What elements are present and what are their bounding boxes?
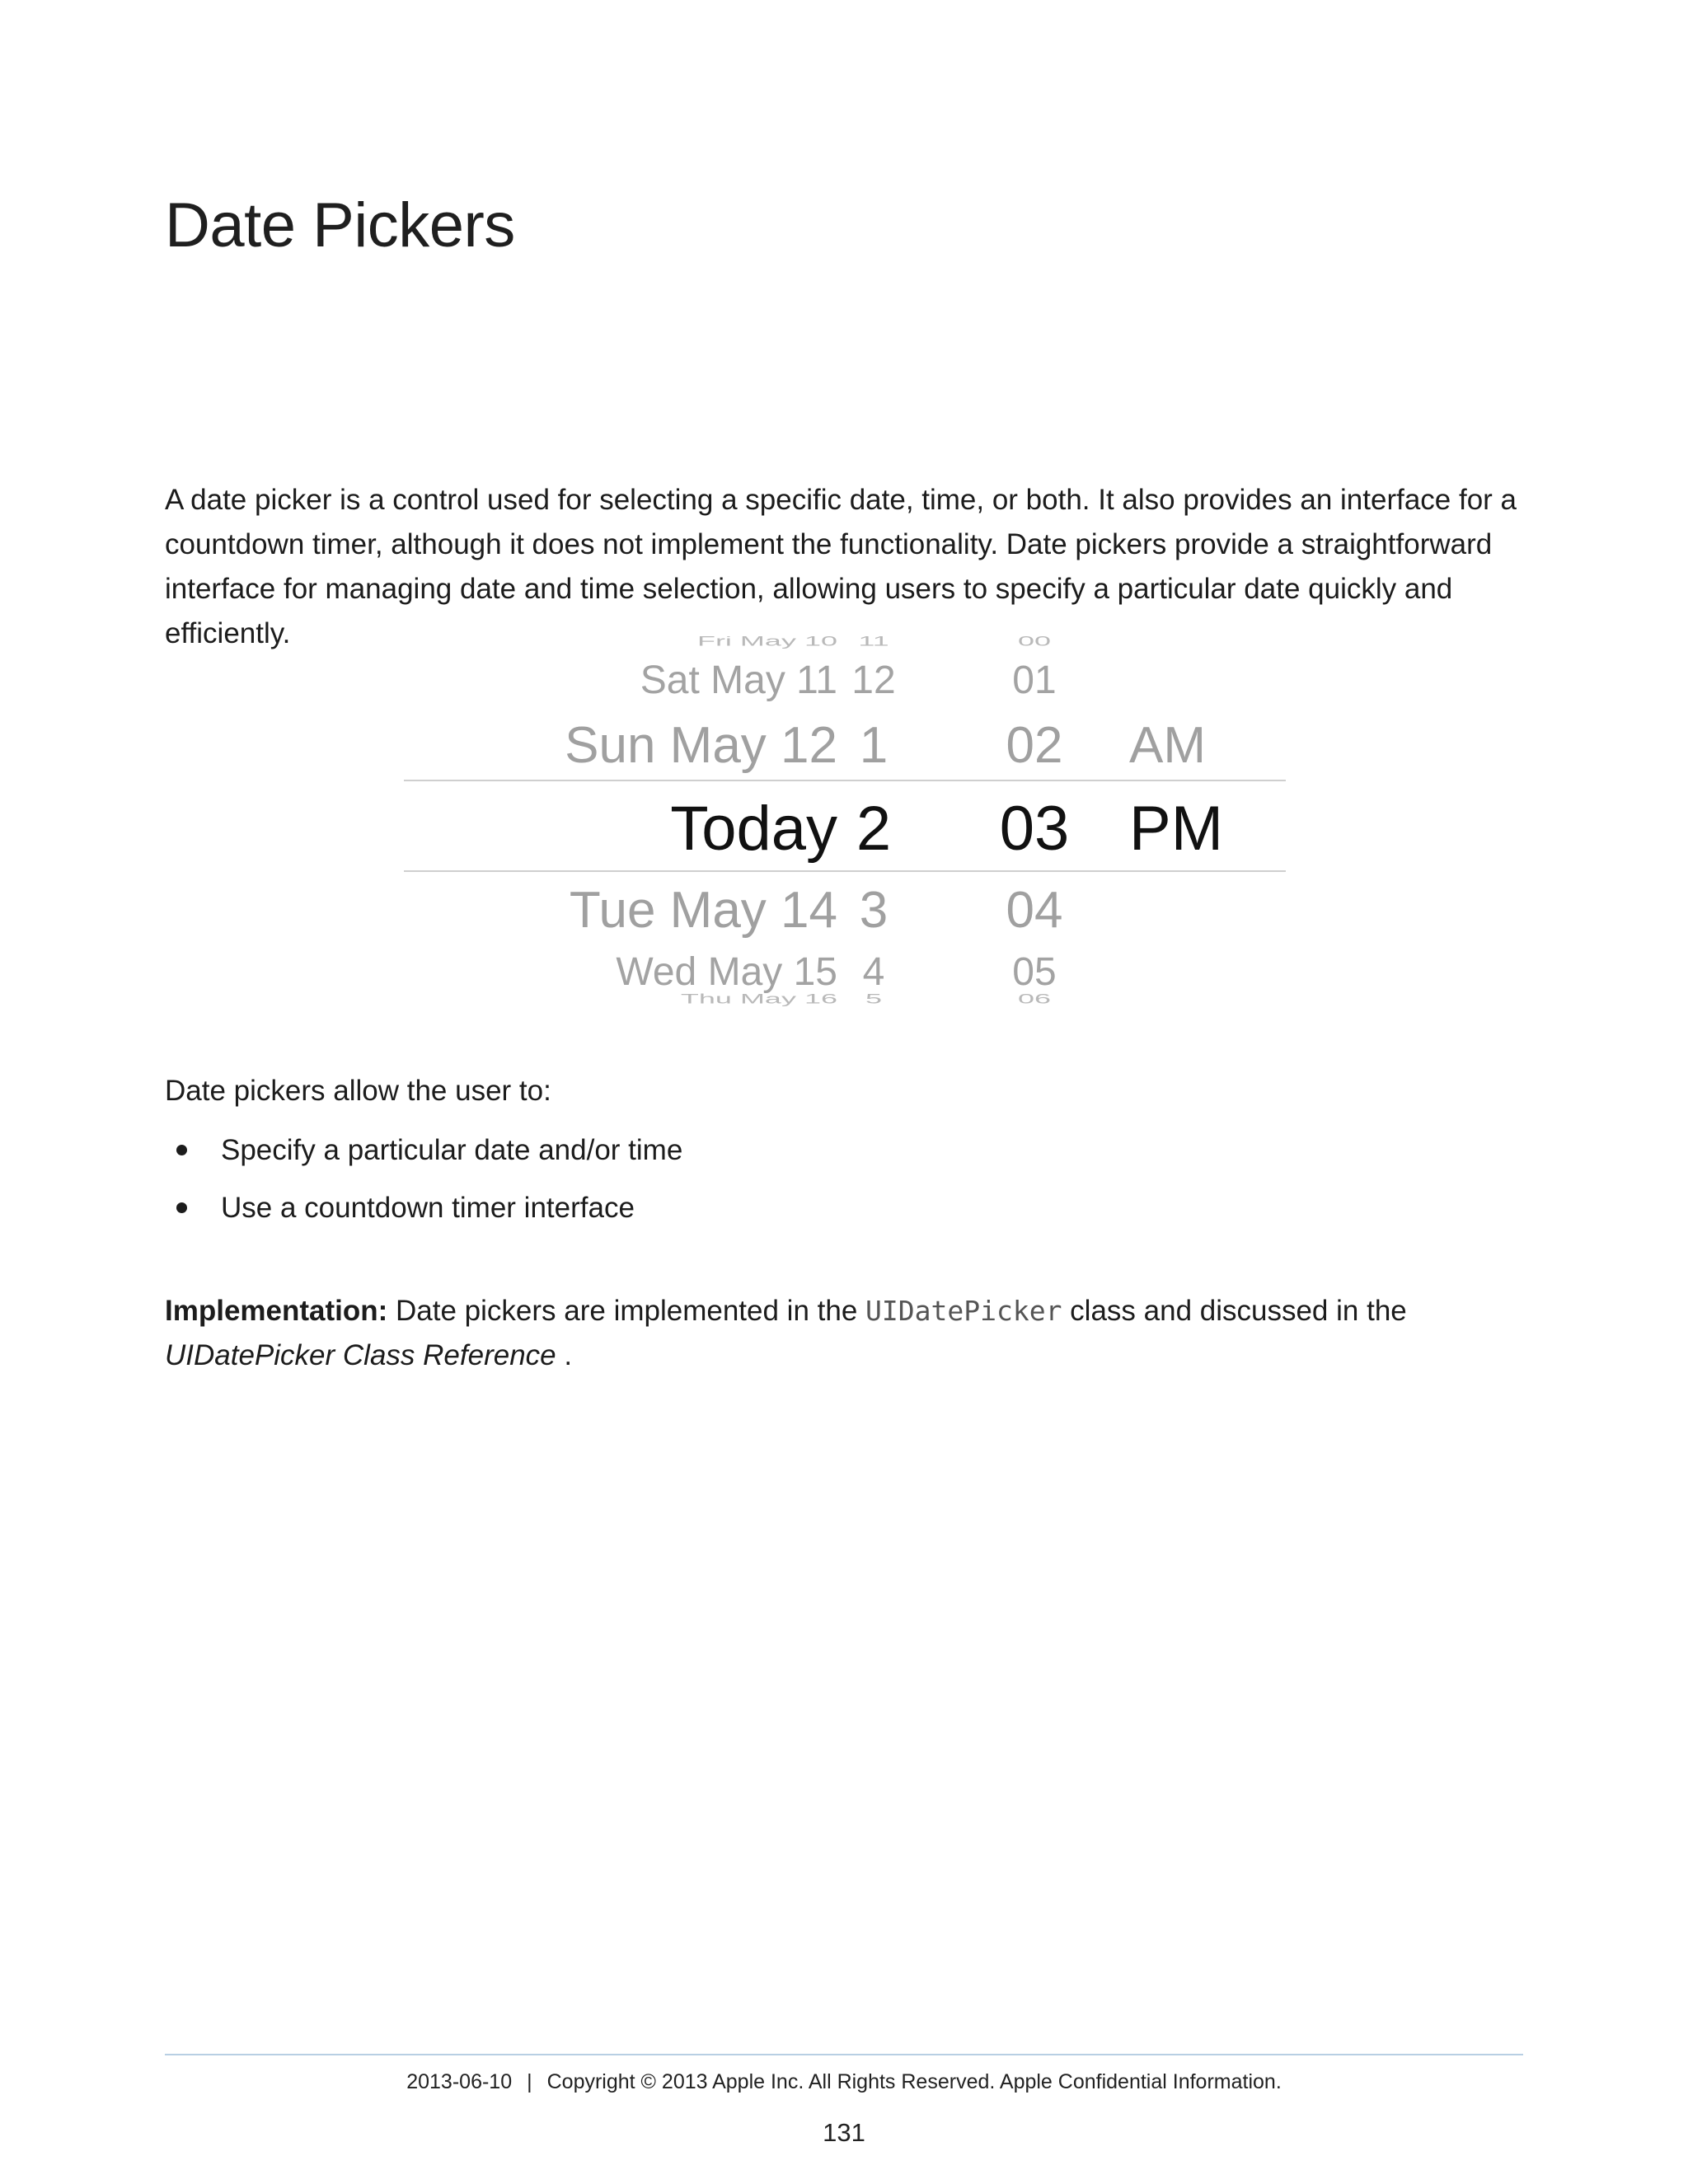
implementation-text: Date pickers are implemented in the [387,1295,866,1327]
selection-top-line [404,780,1286,781]
picker-date-cell: Sat May 11 [640,658,837,702]
picker-selected-date: Today [670,794,837,864]
class-name-code: UIDatePicker [865,1295,1062,1327]
class-reference-link[interactable]: UIDatePicker Class Reference [165,1339,556,1371]
implementation-label: Implementation: [165,1295,388,1327]
intro-paragraph: A date picker is a control used for selecting a specific date, time, or both. It also provides an interface for a countdown timer, although it does not implement the functionality. Date pickers provide a straightforward interface for managing date and time selection, allowing users to specify a particular date quickly and efficiently. [165,484,1517,649]
bullet-icon [176,1202,187,1213]
implementation-note [165,1289,1533,1378]
footer-date: 2013-06-10 [406,2070,513,2093]
picker-minute-cell: 01 [1012,658,1057,702]
picker-hour-cell: 11 [858,636,889,649]
footer-divider [165,2054,1523,2055]
footer [165,2067,1523,2097]
list-item-text: Use a countdown timer interface [221,1192,635,1224]
list-item [165,1190,682,1226]
list-item [165,1132,682,1169]
page-number: 131 [823,2118,865,2147]
picker-date-cell: Thu May 16 [680,991,837,1007]
picker-date-cell: Tue May 14 [569,882,837,939]
picker-selected-hour: 2 [856,794,892,864]
picker-hour-cell: 3 [859,882,889,939]
list-item-text: Specify a particular date and/or time [221,1134,683,1166]
picker-hour-cell: 5 [865,991,883,1007]
picker-selected-minute: 03 [999,794,1070,864]
picker-hour-cell: 1 [859,717,889,774]
picker-minute-cell: 02 [1006,717,1063,774]
footer-separator: | [527,2070,532,2093]
implementation-text: class and discussed in the [1062,1295,1407,1327]
picker-hour-cell: 4 [862,950,885,994]
picker-ampm-cell: AM [1129,717,1206,774]
picker-minute-cell: 05 [1012,950,1057,994]
picker-minute-cell: 04 [1006,882,1063,939]
date-picker-illustration [404,636,1286,1009]
list-lead: Date pickers allow the user to: [165,1075,551,1107]
page-title: Date Pickers [165,190,515,260]
implementation-text: . [556,1339,573,1371]
picker-date-cell: Wed May 15 [616,950,837,994]
picker-date-cell: Fri May 10 [696,636,837,649]
bullet-icon [176,1145,187,1155]
selection-bottom-line [404,870,1286,872]
footer-copyright: Copyright © 2013 Apple Inc. All Rights Reserved. Apple Confidential Information. [546,2070,1282,2093]
picker-minute-cell: 06 [1017,991,1052,1007]
picker-selected-ampm: PM [1129,794,1223,864]
picker-hour-cell: 12 [851,658,896,702]
bullet-list [165,1132,682,1248]
picker-date-cell: Sun May 12 [565,717,837,774]
picker-minute-cell: 00 [1017,636,1052,649]
